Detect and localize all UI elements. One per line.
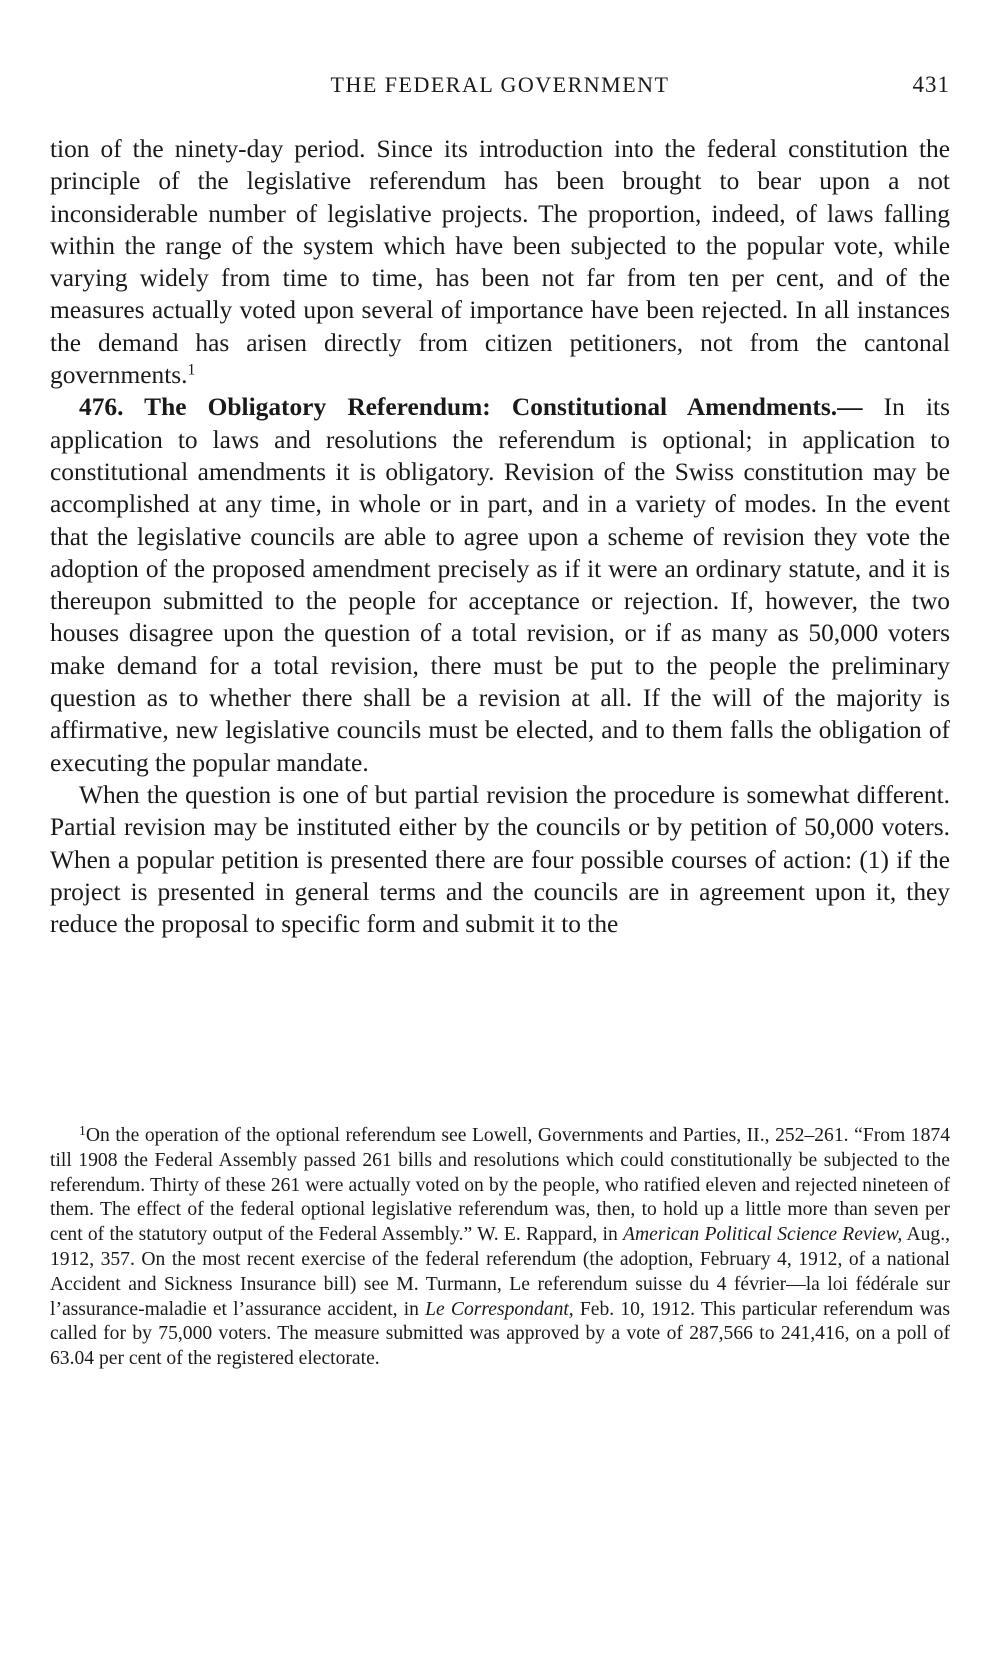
paragraph-text: tion of the ninety-day period. Since its introduction into the federal constitution the principle of the legislative referendum has been brought to bear upon a not inconsiderable number of legislative projects. The proportion, indeed, of laws falling within the range of the system which have been subjected to the popular vote, while varying widely from time to time, has been not far from ten per cent, and of the measures actually voted upon several of importance have been rejected. In all instances the demand has arisen directly from citizen petitioners, not from the cantonal governments. bbox=[50, 135, 950, 390]
footnote-text: On the operation of the optional referendum see Lowell, Governments and Parties, II., 252–261. “From 1874 till 1908 the Federal Assembly passed 261 bills and resolutions which could constitutionally be subjected to the referendum. Thirty of these 261 were actually voted on by the people, who ratified eleven and rejected nineteen of them. The effect of the federal optional legislative referendum was, then, to hold up a little more than seven per cent of the statutory output of the Federal Assembly.” W. E. Rappard, in bbox=[50, 1125, 950, 1246]
running-title: THE FEDERAL GOVERNMENT bbox=[330, 72, 670, 97]
journal-title: Le Correspondant, bbox=[425, 1298, 574, 1320]
journal-title: American Political Science Review, bbox=[623, 1224, 903, 1246]
section-heading: 476. The Obligatory Referendum: Constitutional Amendments.— bbox=[79, 393, 863, 422]
footnote-marker: 1 bbox=[79, 1122, 86, 1138]
paragraph-text: When the question is one of but partial revision the procedure is somewhat different. Partial revision may be instituted either by the councils or by petition of 50,000 voters. When a popular petition is presented there are four possible courses of action: (1) if the project is presented in general terms and the councils are in agreement upon it, they reduce the proposal to specific form and submit it to the bbox=[50, 780, 950, 939]
paragraph-text: In its application to laws and resolutions the referendum is optional; in application to constitutional amendments it is obligatory. Revision of the Swiss constitution may be accomplished at any time, in whole or in part, and in a variety of modes. In the event that the legislative councils are able to agree upon a scheme of revision they vote the adoption of the proposed amendment precisely as if it were an ordinary statute, and it is thereupon submitted to the people for acceptance or rejection. If, however, the two houses disagree upon the question of a total revision, or if as many as 50,000 voters make demand for a total revision, there must be put to the people the preliminary question as to whether there shall be a revision at all. If the will of the majority is affirmative, new legislative councils must be elected, and to them falls the obligation of executing the popular mandate. bbox=[50, 393, 950, 777]
footnote-text: Feb. 10, 1912. This particular referendum was called for by 75,000 voters. The measure submitted was approved by a vote of 287,566 to 241,416, on a poll of 63.04 per cent of the registered electorate. bbox=[50, 1298, 950, 1370]
footnotes bbox=[50, 1124, 950, 1372]
footnote-text: Aug., 1912, 357. On the most recent exercise of the federal referendum (the adoption, February 4, 1912, of a national Accident and Sickness Insurance bill) see M. Turmann, Le referendum suisse du 4 février—la loi fédérale sur l’assurance-maladie et l’assurance accident, in bbox=[50, 1224, 951, 1320]
footnote-reference: 1 bbox=[187, 361, 196, 379]
paragraph-continued bbox=[50, 133, 950, 391]
footnote bbox=[50, 1124, 950, 1372]
page-number: 431 bbox=[912, 72, 950, 97]
section-paragraph bbox=[50, 391, 950, 779]
running-head bbox=[50, 72, 950, 104]
paragraph bbox=[50, 779, 950, 940]
body-text bbox=[50, 133, 950, 940]
